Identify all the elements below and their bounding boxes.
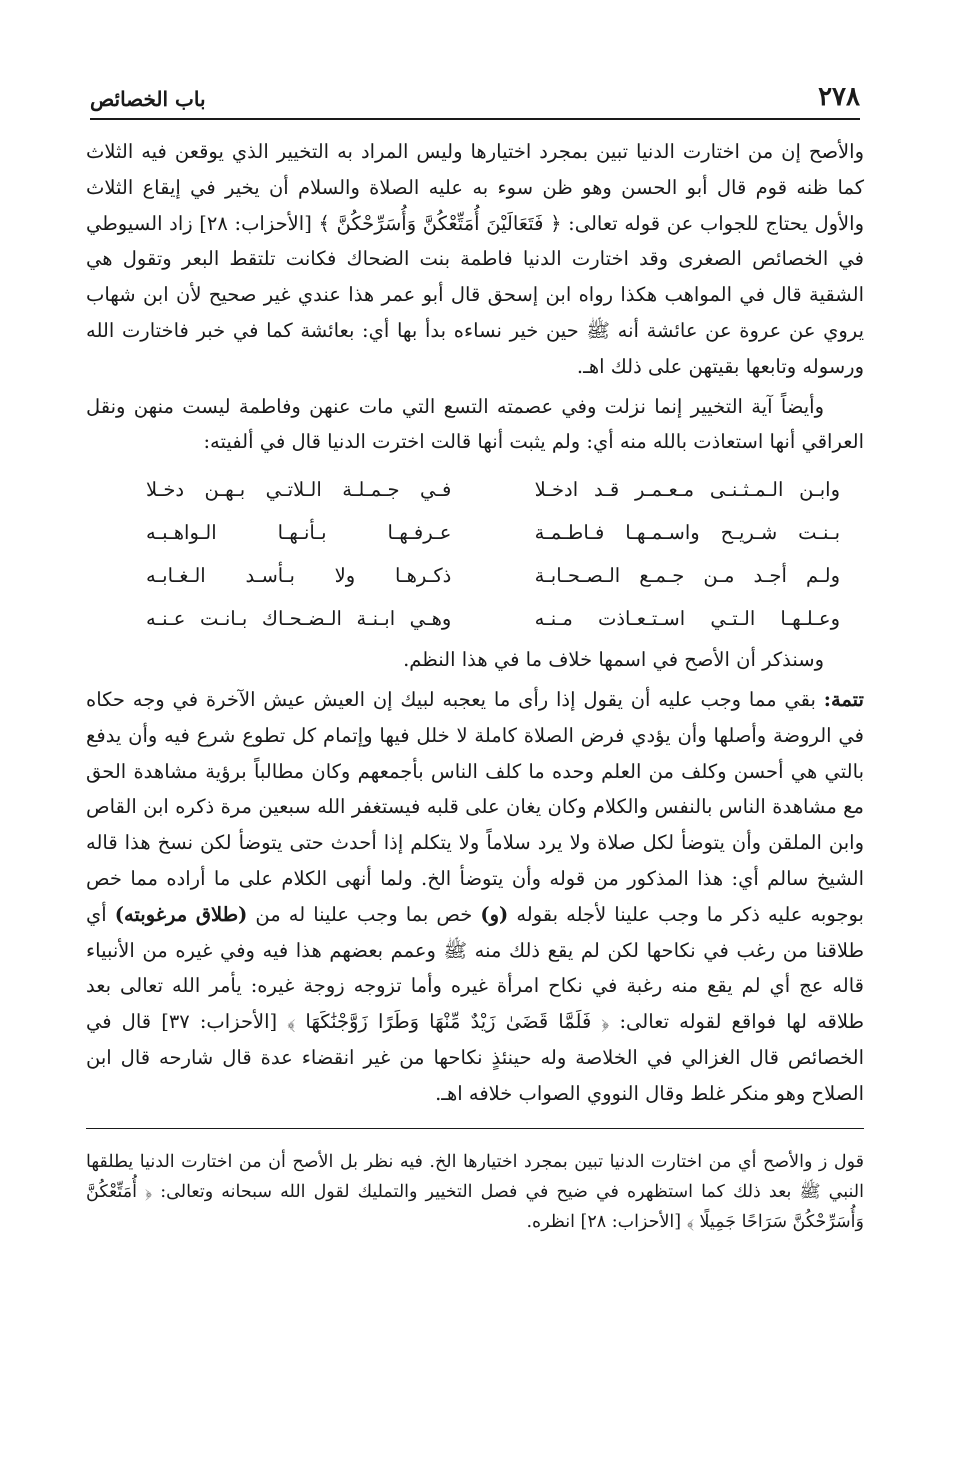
poem-verse: [146, 468, 840, 511]
poem-first-hemistich: ولـم أجـد مـن جـمـع الـصـحـابـة: [534, 564, 840, 588]
main-text: [86, 134, 864, 1112]
book-page: [86, 78, 864, 1408]
running-header: [90, 78, 860, 120]
poem-first-hemistich: بـنـت شـريـح واسـمـهـا فـاطـمـة: [534, 521, 840, 545]
paragraph-4: [86, 682, 864, 1112]
paragraph-1-text-b: [الأحزاب: ٢٨] زاد السيوطي في الخصائص الصغرى وقد اختارت الدنيا فاطمة بنت الضحاك فكانت تلتقط البعر وتقول هي الشقية قال في المواهب هكذا رواه ابن إسحق قال أبو عمر هذا عندي غير صحيح لأن ابن شهاب يروي عن عروة عن عائشة أنه ﷺ حين خير نساءه بدأ بها أي: بعائشة كما في خبر فاختارت الله ورسوله وتابعها بقيتهن على ذلك اهـ.: [86, 211, 864, 378]
footnote-divider: [86, 1128, 864, 1129]
chapter-title: باب الخصائص: [90, 87, 206, 111]
poem-second-hemistich: ذكـرهـا ولا بـأسـد الـغـابـه: [146, 564, 452, 588]
footnote: [86, 1147, 864, 1237]
poem-verse: [146, 554, 840, 597]
poem-second-hemistich: وهـي ابـنـة الـضـحـاك بـانـت عـنـه: [146, 607, 452, 631]
poem-verse: [146, 511, 840, 554]
tatimma-label: تتمة:: [823, 687, 864, 711]
poem-verse: [146, 597, 840, 640]
quran-verse-ahzab-37: ﴿ فَلَمَّا قَضَىٰ زَيْدٌ مِّنْهَا وَطَرًا زَوَّجْنَٰكَهَا ﴾: [287, 1010, 610, 1034]
poem: [86, 468, 864, 640]
matn-talaq-marghubatih: (طلاق مرغوبته): [114, 902, 248, 926]
page-number: ٢٧٨: [818, 82, 860, 112]
poem-second-hemistich: فـي جـمـلـة الـلاتـي بـهـن دخـلا: [146, 478, 452, 502]
poem-second-hemistich: عـرفـهـا بـأنـهـا الـواهـبـه: [146, 521, 452, 545]
paragraph-4-text-d: [الأحزاب: ٣٧] قال في الخصائص قال الغزالي في الخلاصة وله حينئذٍ نكاحها من غير انقضاء عدة قال شارحه قال ابن الصلاح وهو منكر غلط وقال النووي الصواب خلافه اهـ.: [86, 1010, 864, 1105]
paragraph-4-text-b: خص بما وجب علينا له من: [247, 902, 481, 926]
paragraph-1-text-a: والأصح إن من اختارت الدنيا تبين بمجرد اختيارها وليس المراد به التخيير الذي يوقعن فيه الثلاث كما ظنه قوم قال أبو الحسن وهو ظن سوء به عليه الصلاة والسلام أن يخير في إيقاع الثلاث والأول يحتاج للجواب عن قوله تعالى:: [86, 140, 864, 235]
paragraph-3: وسنذكر أن الأصح في اسمها خلاف ما في هذا النظم.: [403, 648, 824, 672]
poem-first-hemistich: وابـن الـمـثـنـى مـعـمـر قـد ادخـلا: [534, 478, 840, 502]
poem-first-hemistich: وعـلـهـا الـتـي اسـتـعـاذت مـنـه: [534, 607, 840, 631]
footnote-quran-verse: ﴿ أُمَتِّعْكُنَّ وَأُسَرِّحْكُنَّ سَرَاحًا جَمِيلًا ﴾: [86, 1181, 864, 1232]
paragraph-4-text-a: بقي مما وجب عليه أن يقول إذا رأى ما يعجبه لبيك إن العيش عيش الآخرة في وجه حكاه في الروضة وأصلها وأن يؤدي فرض الصلاة كاملة لا خلل فيها وإتمام كل تطوع شرع فيه وأن يدفع بالتي هي أحسن وكلف من العلم وحده ما كلف الناس بأجمعهم وكان مطالباً برؤية مشاهدة الحق مع مشاهدة الناس بالنفس والكلام وكان يغان على قلبه فيستغفر الله سبعين مرة ذكره ابن القاص وابن الملقن وأن يتوضأ لكل صلاة ولا يرد سلاماً ولا يتكلم إذا أحدث حتى يتوضأ لكن نسخ هذا قاله الشيخ سالم أي: هذا المذكور من قوله وأن يتوضأ الخ. ولما أنهى الكلام على ما أراده مما خص بوجوبه عليه ذكر ما وجب علينا لأجله بقوله: [86, 687, 864, 926]
footnote-text-a: قول ز والأصح أي من اختارت الدنيا تبين بمجرد اختيارها الخ. فيه نظر بل الأصح أن من اختارت الدنيا يطلقها النبي ﷺ بعد ذلك كما استظهره في ضيح في فصل التخيير والتمليك لقول الله سبحانه وتعالى:: [86, 1151, 865, 1202]
paragraph-4-text-c: أي طلاقنا من رغب في نكاحها لكن لم يقع ذلك منه ﷺ وعمم بعضهم هذا فيه وفي غيره من الأنبياء قاله عج أي لم يقع منه رغبة في نكاح امرأة غيره وأما تزوجه زوجة غيره: يأمر الله تعالى بعد طلاقه لها فواقع لقوله تعالى:: [86, 902, 865, 1034]
paragraph-1: [86, 134, 864, 385]
paragraph-2: وأيضاً آية التخيير إنما نزلت وفي عصمته التسع التي مات عنهن وفاطمة ليست منهن ونقل العراقي أنها استعاذت بالله منه أي: ولم يثبت أنها قالت اخترت الدنيا قال في ألفيته:: [86, 394, 864, 454]
quran-verse-ahzab-28: ﴿ فَتَعَالَيْنَ أُمَتِّعْكُنَّ وَأُسَرِّحْكُنَّ ﴾: [318, 211, 562, 235]
matn-wa: (و): [480, 902, 509, 926]
footnote-text-b: [الأحزاب: ٢٨] انظره.: [526, 1211, 687, 1232]
